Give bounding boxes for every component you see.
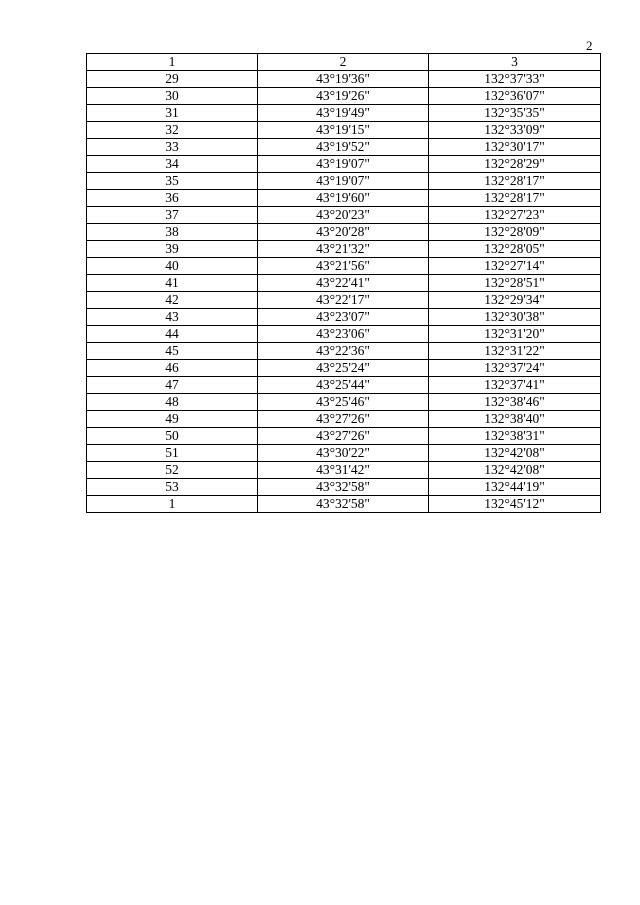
latitude-cell: 43°23'07" — [258, 309, 429, 326]
longitude-cell: 132°36'07" — [429, 88, 601, 105]
latitude-cell: 43°19'15" — [258, 122, 429, 139]
point-number-cell: 31 — [87, 105, 258, 122]
table-row — [87, 275, 601, 292]
longitude-cell: 132°28'17" — [429, 173, 601, 190]
point-number-cell: 46 — [87, 360, 258, 377]
latitude-cell: 43°27'26" — [258, 411, 429, 428]
point-number-cell: 44 — [87, 326, 258, 343]
point-number-cell: 39 — [87, 241, 258, 258]
table-row — [87, 71, 601, 88]
longitude-cell: 132°28'09" — [429, 224, 601, 241]
point-number-cell: 45 — [87, 343, 258, 360]
table-row — [87, 309, 601, 326]
point-number-cell: 43 — [87, 309, 258, 326]
latitude-cell: 43°32'58" — [258, 496, 429, 513]
table-header-row — [87, 54, 601, 71]
latitude-cell: 43°22'17" — [258, 292, 429, 309]
table-row — [87, 207, 601, 224]
longitude-cell: 132°28'17" — [429, 190, 601, 207]
table-row — [87, 445, 601, 462]
longitude-cell: 132°31'20" — [429, 326, 601, 343]
table-row — [87, 377, 601, 394]
point-number-cell: 36 — [87, 190, 258, 207]
longitude-cell: 132°38'40" — [429, 411, 601, 428]
latitude-cell: 43°19'60" — [258, 190, 429, 207]
table-row — [87, 428, 601, 445]
table-row — [87, 292, 601, 309]
latitude-cell: 43°19'07" — [258, 156, 429, 173]
coordinates-table-body — [87, 54, 601, 513]
latitude-cell: 43°23'06" — [258, 326, 429, 343]
table-row — [87, 156, 601, 173]
header-cell-longitude: 3 — [429, 54, 601, 71]
table-row — [87, 88, 601, 105]
longitude-cell: 132°44'19" — [429, 479, 601, 496]
table-row — [87, 462, 601, 479]
table-row — [87, 360, 601, 377]
point-number-cell: 34 — [87, 156, 258, 173]
latitude-cell: 43°19'36" — [258, 71, 429, 88]
point-number-cell: 51 — [87, 445, 258, 462]
point-number-cell: 29 — [87, 71, 258, 88]
longitude-cell: 132°37'24" — [429, 360, 601, 377]
latitude-cell: 43°21'32" — [258, 241, 429, 258]
longitude-cell: 132°27'14" — [429, 258, 601, 275]
longitude-cell: 132°28'51" — [429, 275, 601, 292]
coordinates-table — [86, 53, 601, 513]
table-row — [87, 224, 601, 241]
latitude-cell: 43°19'26" — [258, 88, 429, 105]
latitude-cell: 43°21'56" — [258, 258, 429, 275]
longitude-cell: 132°38'46" — [429, 394, 601, 411]
table-row — [87, 326, 601, 343]
point-number-cell: 41 — [87, 275, 258, 292]
table-row — [87, 479, 601, 496]
longitude-cell: 132°30'38" — [429, 309, 601, 326]
header-cell-point: 1 — [87, 54, 258, 71]
table-row — [87, 105, 601, 122]
point-number-cell: 50 — [87, 428, 258, 445]
longitude-cell: 132°28'29" — [429, 156, 601, 173]
point-number-cell: 48 — [87, 394, 258, 411]
point-number-cell: 40 — [87, 258, 258, 275]
point-number-cell: 32 — [87, 122, 258, 139]
longitude-cell: 132°33'09" — [429, 122, 601, 139]
longitude-cell: 132°37'33" — [429, 71, 601, 88]
point-number-cell: 37 — [87, 207, 258, 224]
point-number-cell: 30 — [87, 88, 258, 105]
latitude-cell: 43°22'41" — [258, 275, 429, 292]
latitude-cell: 43°20'23" — [258, 207, 429, 224]
latitude-cell: 43°22'36" — [258, 343, 429, 360]
longitude-cell: 132°31'22" — [429, 343, 601, 360]
page-number: 2 — [586, 38, 593, 53]
point-number-cell: 1 — [87, 496, 258, 513]
longitude-cell: 132°28'05" — [429, 241, 601, 258]
latitude-cell: 43°27'26" — [258, 428, 429, 445]
latitude-cell: 43°19'49" — [258, 105, 429, 122]
table-row — [87, 122, 601, 139]
longitude-cell: 132°42'08" — [429, 445, 601, 462]
point-number-cell: 42 — [87, 292, 258, 309]
table-row — [87, 394, 601, 411]
header-cell-latitude: 2 — [258, 54, 429, 71]
latitude-cell: 43°19'07" — [258, 173, 429, 190]
longitude-cell: 132°35'35" — [429, 105, 601, 122]
table-row — [87, 258, 601, 275]
table-row — [87, 173, 601, 190]
table-row — [87, 496, 601, 513]
point-number-cell: 47 — [87, 377, 258, 394]
latitude-cell: 43°25'44" — [258, 377, 429, 394]
table-row — [87, 190, 601, 207]
latitude-cell: 43°19'52" — [258, 139, 429, 156]
point-number-cell: 52 — [87, 462, 258, 479]
point-number-cell: 38 — [87, 224, 258, 241]
table-row — [87, 139, 601, 156]
table-row — [87, 343, 601, 360]
latitude-cell: 43°25'24" — [258, 360, 429, 377]
table-row — [87, 411, 601, 428]
longitude-cell: 132°30'17" — [429, 139, 601, 156]
point-number-cell: 53 — [87, 479, 258, 496]
point-number-cell: 35 — [87, 173, 258, 190]
table-row — [87, 241, 601, 258]
point-number-cell: 33 — [87, 139, 258, 156]
latitude-cell: 43°30'22" — [258, 445, 429, 462]
latitude-cell: 43°32'58" — [258, 479, 429, 496]
longitude-cell: 132°29'34" — [429, 292, 601, 309]
point-number-cell: 49 — [87, 411, 258, 428]
longitude-cell: 132°42'08" — [429, 462, 601, 479]
latitude-cell: 43°25'46" — [258, 394, 429, 411]
longitude-cell: 132°38'31" — [429, 428, 601, 445]
latitude-cell: 43°20'28" — [258, 224, 429, 241]
longitude-cell: 132°45'12" — [429, 496, 601, 513]
longitude-cell: 132°37'41" — [429, 377, 601, 394]
latitude-cell: 43°31'42" — [258, 462, 429, 479]
longitude-cell: 132°27'23" — [429, 207, 601, 224]
